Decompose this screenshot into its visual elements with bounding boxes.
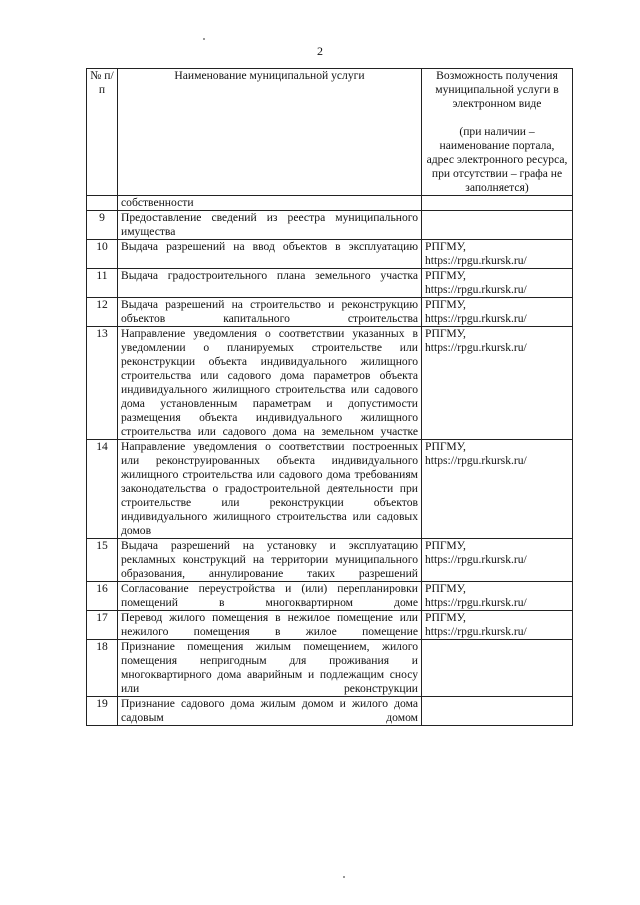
portal-url: https://rpgu.rkursk.ru/ (425, 312, 527, 325)
table-cell-availability (422, 211, 573, 240)
table-cell-number: 10 (87, 240, 118, 269)
portal-name: РПГМУ, (425, 327, 466, 340)
table-row (87, 611, 573, 640)
table-cell-service-name: Выдача градостроительного плана земельного участка (118, 269, 422, 298)
scan-speck (203, 38, 205, 40)
table-cell-continuation: собственности (118, 196, 422, 211)
table-cell-service-name: Признание помещения жилым помещением, жилого помещения непригодным для проживания и многоквартирного дома аварийным и подлежащим сносу или реконструкции (118, 640, 422, 697)
header-service-name: Наименование муниципальной услуги (118, 69, 422, 196)
table-cell-service-name: Согласование переустройства и (или) перепланировки помещений в многоквартирном доме (118, 582, 422, 611)
table-header-row (87, 69, 573, 196)
table-cell-service-name: Направление уведомления о соответствии указанных в уведомлении о планируемых строительстве или реконструкции объекта индивидуального жилищного строительства или садового дома параметров объекта индивидуального жилищного строительства или садового дома установленным параметрам и допустимости размещения объекта индивидуального жилищного строительства или садового дома на земельном участке (118, 327, 422, 440)
table-cell-number: 19 (87, 697, 118, 726)
table-row (87, 269, 573, 298)
table-cell-service-name: Выдача разрешений на установку и эксплуатацию рекламных конструкций на территории муниципального образования, аннулирование таких разрешений (118, 539, 422, 582)
portal-url: https://rpgu.rkursk.ru/ (425, 283, 527, 296)
table-cell-number: 17 (87, 611, 118, 640)
portal-name: РПГМУ, (425, 539, 466, 552)
header-availability-note: (при наличии – наименование портала, адрес электронного ресурса, при отсутствии – графа не заполняется) (426, 125, 568, 194)
header-electronic-availability (422, 69, 573, 196)
portal-url: https://rpgu.rkursk.ru/ (425, 553, 527, 566)
table-cell-number (87, 196, 118, 211)
table-cell-service-name: Выдача разрешений на ввод объектов в эксплуатацию (118, 240, 422, 269)
header-number: № п/п (87, 69, 118, 196)
table-cell-number: 18 (87, 640, 118, 697)
header-availability-label: Возможность получения муниципальной услуги в электронном виде (435, 69, 559, 110)
table-cell-availability (422, 582, 573, 611)
page-number: 2 (317, 44, 323, 58)
table-cell-number: 12 (87, 298, 118, 327)
portal-url: https://rpgu.rkursk.ru/ (425, 254, 527, 267)
table-row (87, 298, 573, 327)
table-cell-availability (422, 196, 573, 211)
table-cell-service-name: Перевод жилого помещения в нежилое помещение или нежилого помещения в жилое помещение (118, 611, 422, 640)
portal-url: https://rpgu.rkursk.ru/ (425, 454, 527, 467)
table-cell-availability (422, 539, 573, 582)
portal-name: РПГМУ, (425, 611, 466, 624)
portal-name: РПГМУ, (425, 269, 466, 282)
table-row (87, 697, 573, 726)
portal-url: https://rpgu.rkursk.ru/ (425, 341, 527, 354)
table-cell-service-name: Признание садового дома жилым домом и жилого дома садовым домом (118, 697, 422, 726)
table-cell-availability (422, 440, 573, 539)
portal-name: РПГМУ, (425, 440, 466, 453)
municipal-services-table (86, 68, 573, 726)
table-cell-number: 9 (87, 211, 118, 240)
table-cell-availability (422, 697, 573, 726)
scan-speck (343, 876, 345, 878)
continuation-row (87, 196, 573, 211)
portal-name: РПГМУ, (425, 298, 466, 311)
table-row (87, 582, 573, 611)
table-cell-number: 15 (87, 539, 118, 582)
table-cell-number: 11 (87, 269, 118, 298)
table-row (87, 640, 573, 697)
table-row (87, 211, 573, 240)
table-row (87, 240, 573, 269)
table-row (87, 539, 573, 582)
table-cell-service-name: Предоставление сведений из реестра муниципального имущества (118, 211, 422, 240)
table-cell-availability (422, 640, 573, 697)
table-cell-availability (422, 240, 573, 269)
portal-url: https://rpgu.rkursk.ru/ (425, 596, 527, 609)
table-cell-number: 13 (87, 327, 118, 440)
table-cell-availability (422, 611, 573, 640)
table-row (87, 440, 573, 539)
portal-name: РПГМУ, (425, 240, 466, 253)
table-cell-availability (422, 327, 573, 440)
portal-name: РПГМУ, (425, 582, 466, 595)
table-cell-service-name: Направление уведомления о соответствии построенных или реконструированных объекта индивидуального жилищного строительства или садового дома требованиям законодательства о градостроительной деятельности при строительстве или реконструкции объектов индивидуального жилищного строительства или садовых домов (118, 440, 422, 539)
table-cell-number: 16 (87, 582, 118, 611)
table-cell-availability (422, 269, 573, 298)
table-row (87, 327, 573, 440)
table-cell-service-name: Выдача разрешений на строительство и реконструкцию объектов капитального строительства (118, 298, 422, 327)
portal-url: https://rpgu.rkursk.ru/ (425, 625, 527, 638)
table-cell-availability (422, 298, 573, 327)
table-cell-number: 14 (87, 440, 118, 539)
